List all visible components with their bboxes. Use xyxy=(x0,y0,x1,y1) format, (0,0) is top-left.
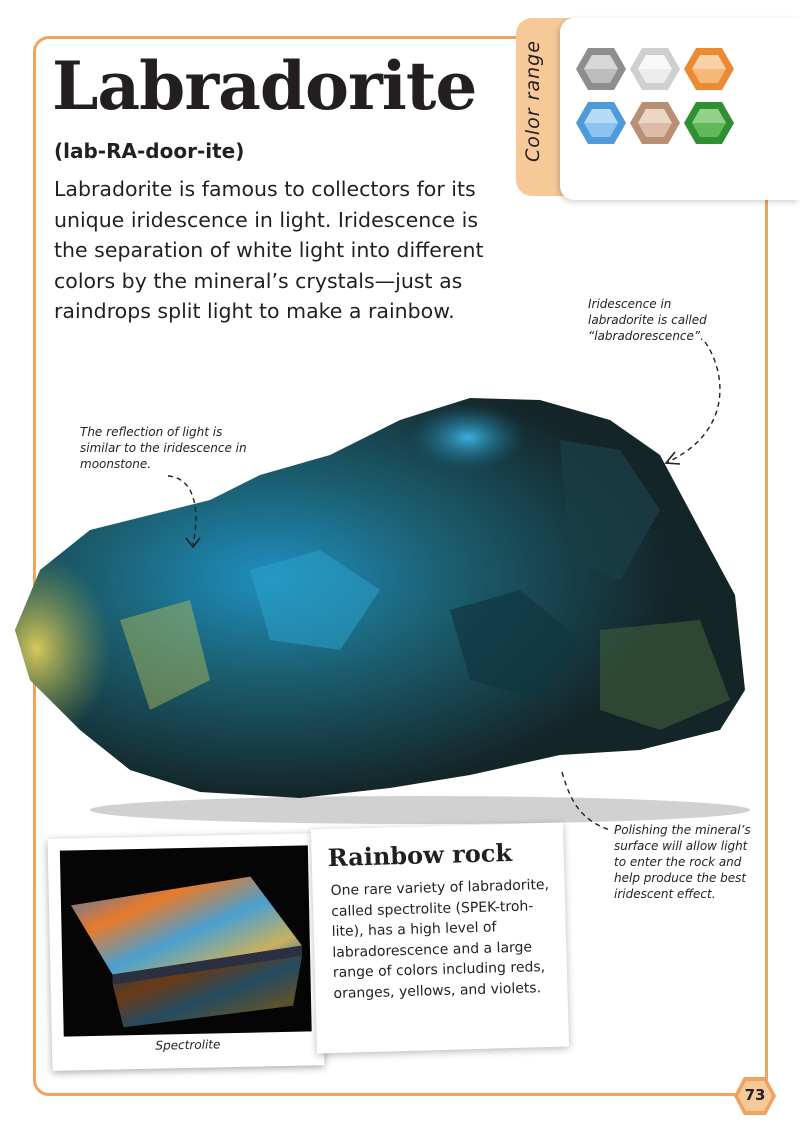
annotation-polishing: Polishing the mineral’s surface will allow light to enter the rock and help produce the best iridescent effect. xyxy=(614,823,751,901)
page-number-badge xyxy=(733,1076,777,1116)
swatch-orange xyxy=(683,46,735,92)
rainbow-rock-title: Rainbow rock xyxy=(327,837,513,873)
photo-caption: Spectrolite xyxy=(155,1037,221,1053)
intro-text: Labradorite is famous to collectors for its unique iridescence in light. Iridescence is the separation of white light into different colors by the mineral’s crystals—just as raindrops split light to make a rainbow. xyxy=(54,177,484,323)
page-number: 73 xyxy=(744,1086,766,1104)
spectrolite-image xyxy=(60,845,312,1036)
swatch-green xyxy=(683,100,735,146)
page-title: Labradorite xyxy=(52,47,477,125)
annotation-labradorescence: Iridescence in labradorite is called “labradorescence”. xyxy=(588,297,707,343)
swatch-tan xyxy=(629,100,681,146)
swatch-white xyxy=(629,46,681,92)
color-range-label: Color range xyxy=(522,40,544,162)
rainbow-rock-box xyxy=(311,823,569,1054)
swatch-blue xyxy=(575,100,627,146)
annotation-reflection: The reflection of light is similar to the iridescence in moonstone. xyxy=(80,425,247,471)
pronunciation: (lab-RA-door-ite) xyxy=(54,139,245,163)
swatch-gray xyxy=(575,46,627,92)
rainbow-rock-text: One rare variety of labradorite, called spectrolite (SPEK-troh-lite), has a high level of labradorescence and a large range of colors including reds, oranges, yellows, and violets. xyxy=(330,876,550,1002)
spectrolite-photo-card xyxy=(48,833,325,1071)
